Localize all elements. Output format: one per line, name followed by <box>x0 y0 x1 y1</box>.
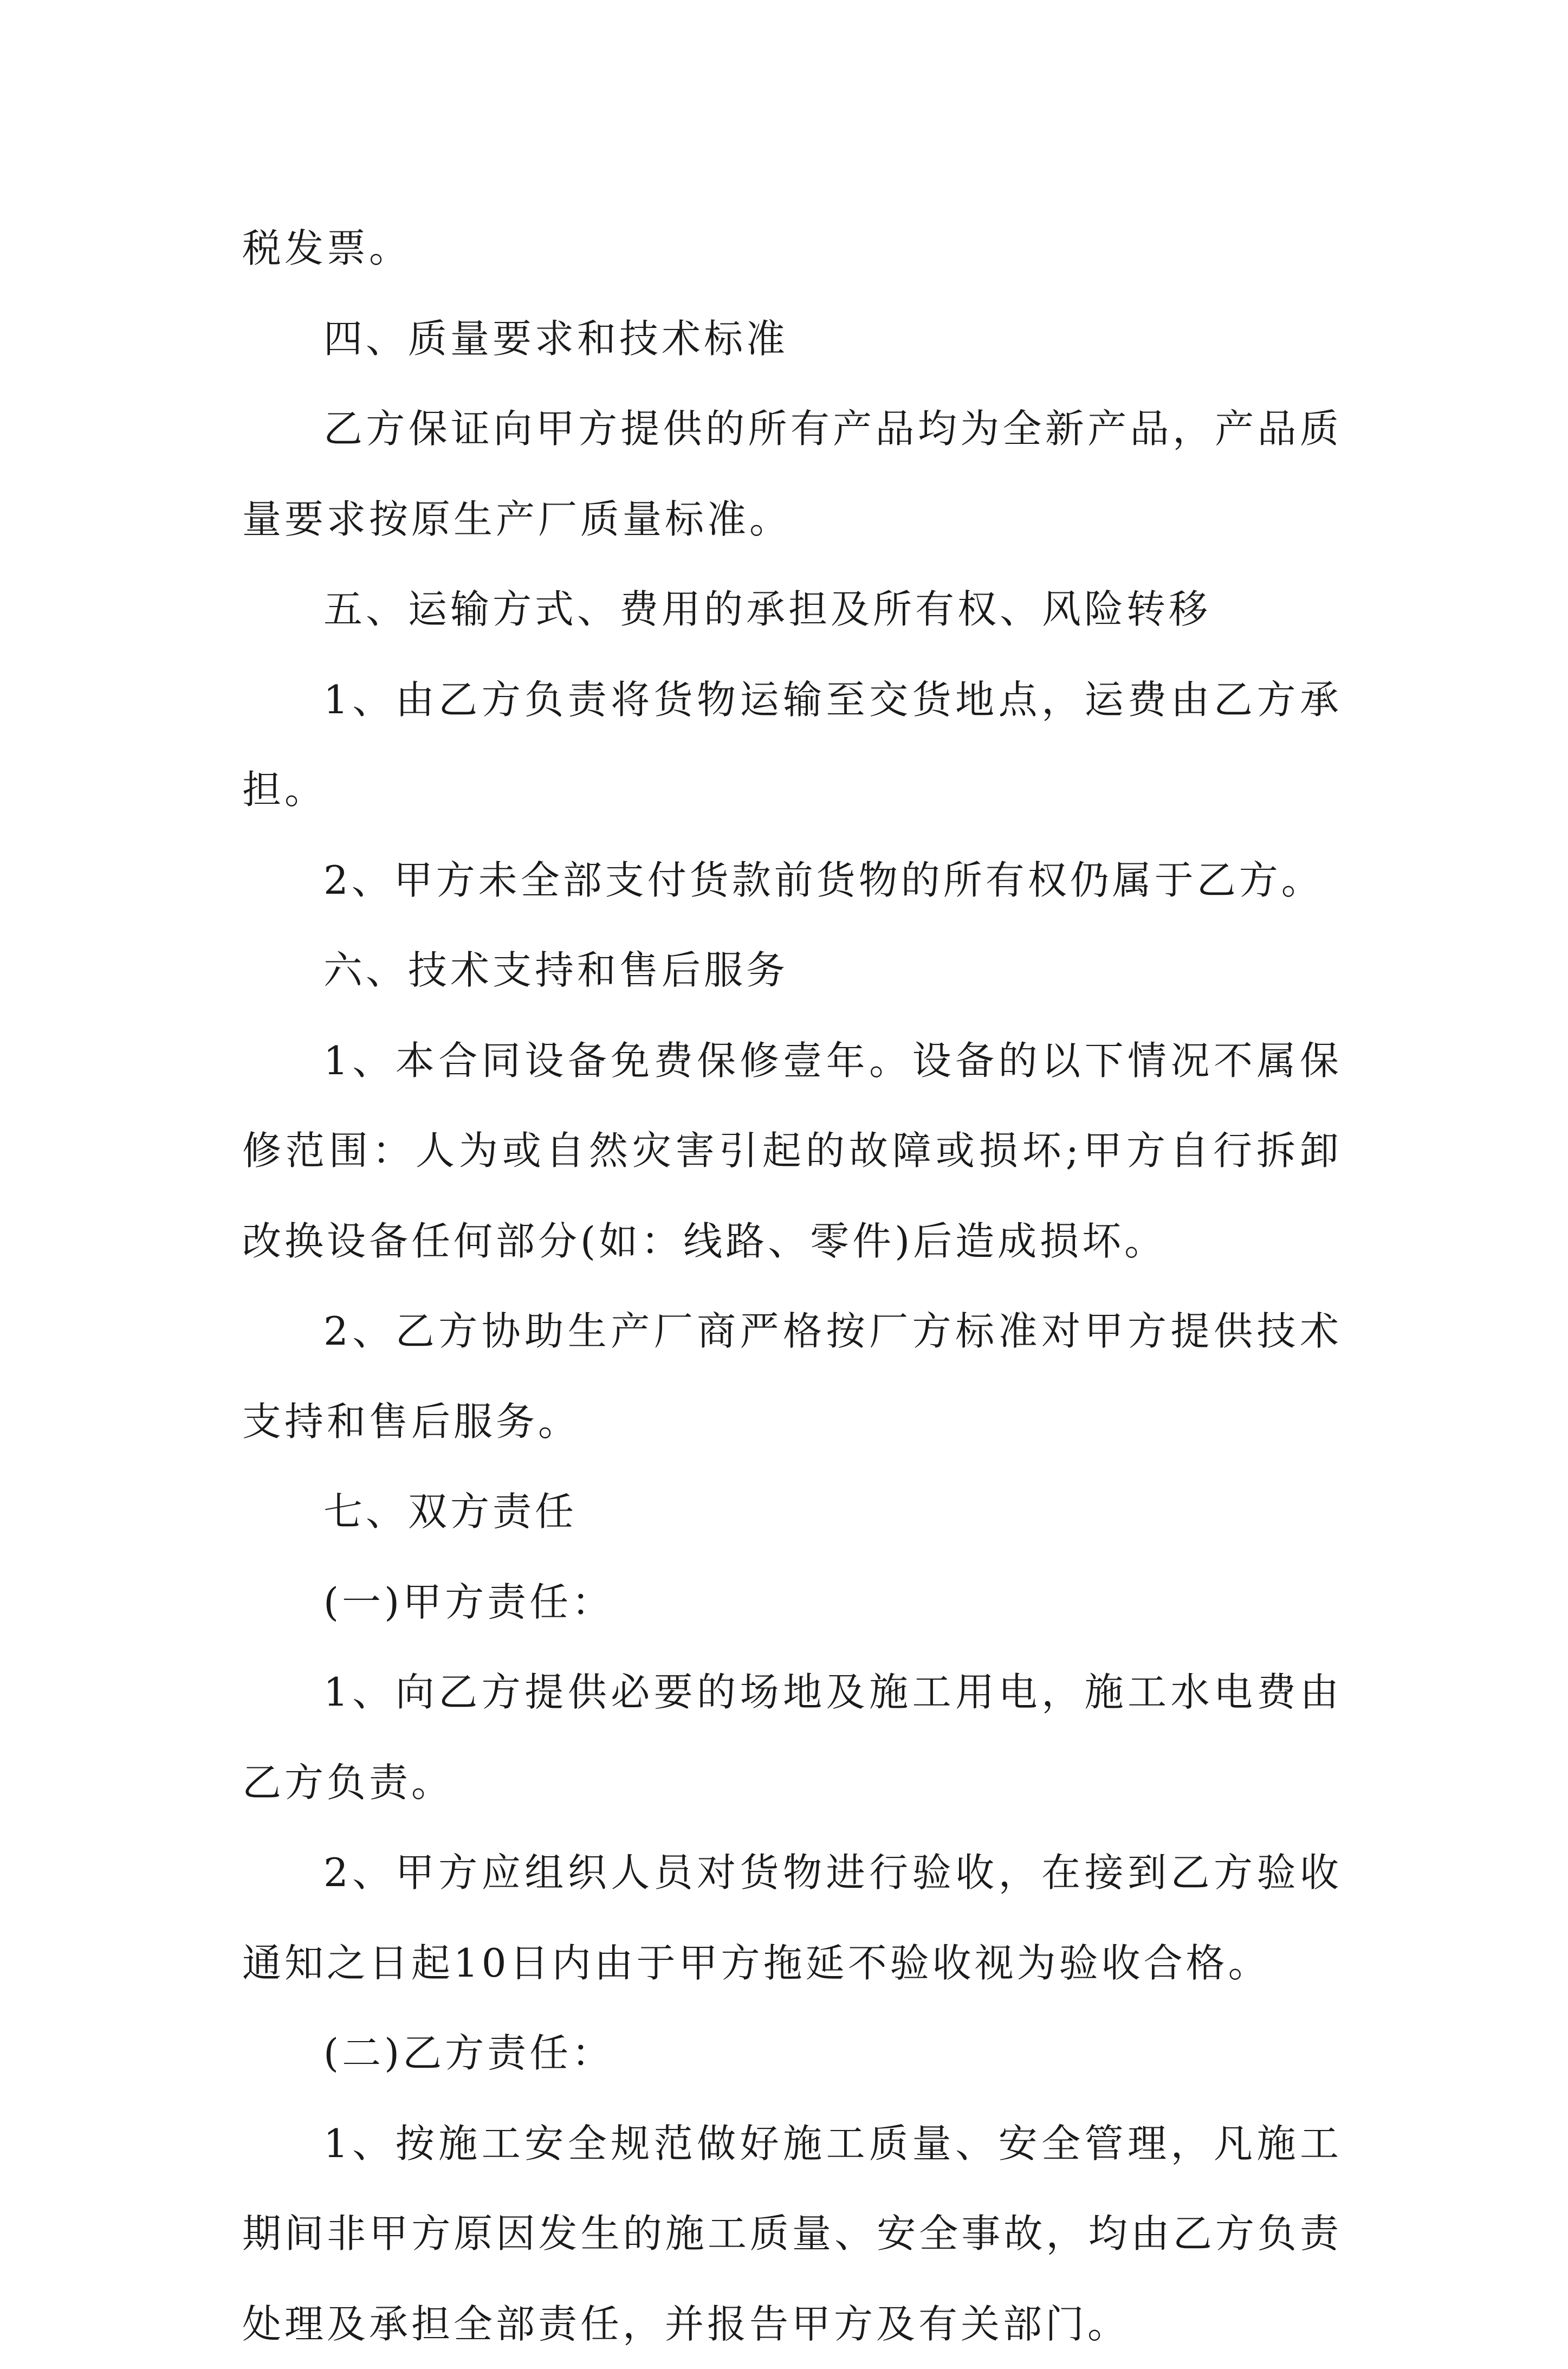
paragraph-transport-1: 1、由乙方负责将货物运输至交货地点，运费由乙方承担。 <box>242 655 1342 835</box>
section-heading-quality: 四、质量要求和技术标准 <box>242 294 1342 384</box>
paragraph-support-2: 2、乙方协助生产厂商严格按厂方标准对甲方提供技术支持和售后服务。 <box>242 1286 1342 1467</box>
paragraph-transport-2: 2、甲方未全部支付货款前货物的所有权仍属于乙方。 <box>242 835 1342 926</box>
paragraph-party-a-1: 1、向乙方提供必要的场地及施工用电，施工水电费由乙方负责。 <box>242 1647 1342 1828</box>
section-heading-transport: 五、运输方式、费用的承担及所有权、风险转移 <box>242 564 1342 655</box>
paragraph-party-b-1: 1、按施工安全规范做好施工质量、安全管理，凡施工期间非甲方原因发生的施工质量、安全事故，均由乙方负责处理及承担全部责任，并报告甲方及有关部门。 <box>242 2099 1342 2369</box>
subheading-party-b: (二)乙方责任： <box>242 2008 1342 2099</box>
subheading-party-a: (一)甲方责任： <box>242 1557 1342 1648</box>
paragraph-tax-invoice-end: 税发票。 <box>242 203 1342 294</box>
paragraph-quality-guarantee: 乙方保证向甲方提供的所有产品均为全新产品，产品质量要求按原生产厂质量标准。 <box>242 384 1342 564</box>
paragraph-support-1: 1、本合同设备免费保修壹年。设备的以下情况不属保修范围：人为或自然灾害引起的故障或损坏;甲方自行拆卸改换设备任何部分(如：线路、零件)后造成损坏。 <box>242 1016 1342 1287</box>
section-heading-support: 六、技术支持和售后服务 <box>242 925 1342 1016</box>
paragraph-party-a-2: 2、甲方应组织人员对货物进行验收，在接到乙方验收通知之日起10日内由于甲方拖延不验收视为验收合格。 <box>242 1828 1342 2008</box>
document-body <box>242 203 1342 2369</box>
section-heading-responsibilities: 七、双方责任 <box>242 1467 1342 1557</box>
